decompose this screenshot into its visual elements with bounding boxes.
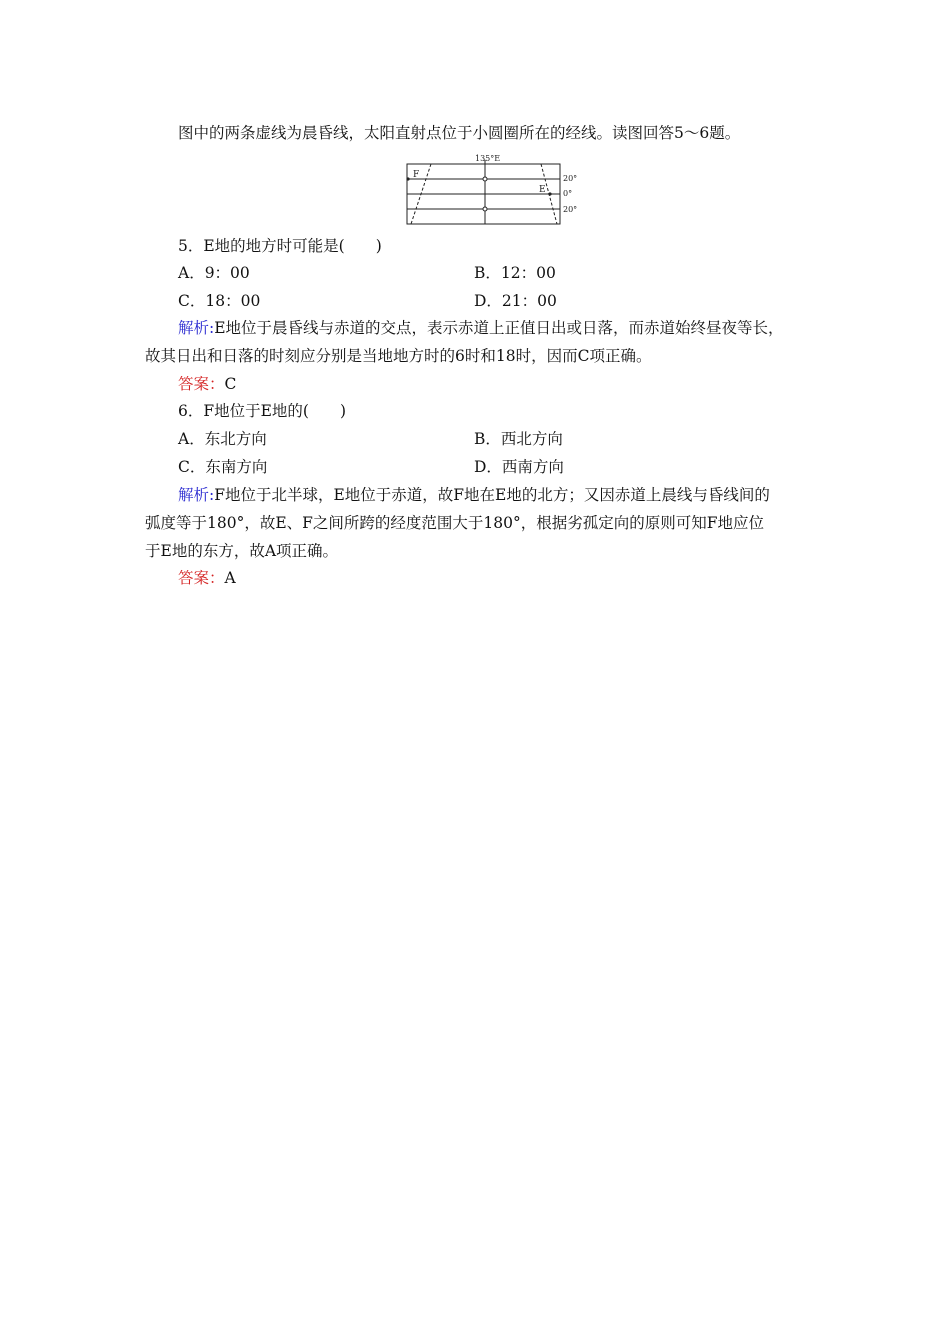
meridian-label: 135°E <box>475 154 501 163</box>
q6-option-d: D．西南方向 <box>474 458 564 476</box>
lat-label-20s: 20° <box>563 205 578 214</box>
point-e-dot <box>548 192 551 195</box>
q6-analysis-line2: 弧度等于180°，故E、F之间所跨的经度范围大于180°，根据劣孤定向的原则可知F地应位 <box>145 514 764 532</box>
q5-analysis-label: 解析: <box>178 319 215 337</box>
q6-answer-row <box>178 568 236 588</box>
meridian-circle-south <box>483 207 487 211</box>
q6-option-c: C．东南方向 <box>178 458 268 476</box>
q6-analysis-row1 <box>178 485 770 505</box>
q6-answer: A <box>224 569 236 587</box>
lat-label-20n: 20° <box>563 174 578 183</box>
point-e-label: E <box>539 185 546 195</box>
point-f-dot <box>406 177 409 180</box>
lat-label-0: 0° <box>563 189 573 198</box>
diagram-svg <box>405 152 585 228</box>
q5-answer: C <box>224 375 237 393</box>
q5-analysis-row1 <box>178 318 784 338</box>
q5-option-a: A．9：00 <box>178 264 250 282</box>
terminator-diagram <box>405 152 585 228</box>
point-f-label: F <box>413 170 420 180</box>
q5-stem: 5．E地的地方时可能是( ) <box>178 237 382 255</box>
q5-analysis-line2: 故其日出和日落的时刻应分别是当地地方时的6时和18时，因而C项正确。 <box>145 347 652 365</box>
q5-answer-label: 答案： <box>178 375 225 393</box>
q6-answer-label: 答案： <box>178 569 225 587</box>
q6-stem: 6．F地位于E地的( ) <box>178 402 347 420</box>
q5-analysis-line1: E地位于晨昏线与赤道的交点，表示赤道上正值日出或日落，而赤道始终昼夜等长， <box>214 319 784 337</box>
q6-analysis-line3: 于E地的东方，故A项正确。 <box>145 542 339 560</box>
q6-analysis-label: 解析: <box>178 486 215 504</box>
subsolar-circle <box>483 177 487 181</box>
q5-option-b: B．12：00 <box>474 264 556 282</box>
intro-text: 图中的两条虚线为晨昏线，太阳直射点位于小圆圈所在的经线。读图回答5～6题。 <box>178 124 741 142</box>
q5-option-d: D．21：00 <box>474 292 557 310</box>
q6-analysis-line1: F地位于北半球，E地位于赤道，故F地在E地的北方；又因赤道上晨线与昏线间的 <box>214 486 770 504</box>
q5-option-c: C．18：00 <box>178 292 261 310</box>
q6-option-b: B．西北方向 <box>474 430 563 448</box>
q5-answer-row <box>178 374 236 394</box>
q6-option-a: A．东北方向 <box>178 430 267 448</box>
